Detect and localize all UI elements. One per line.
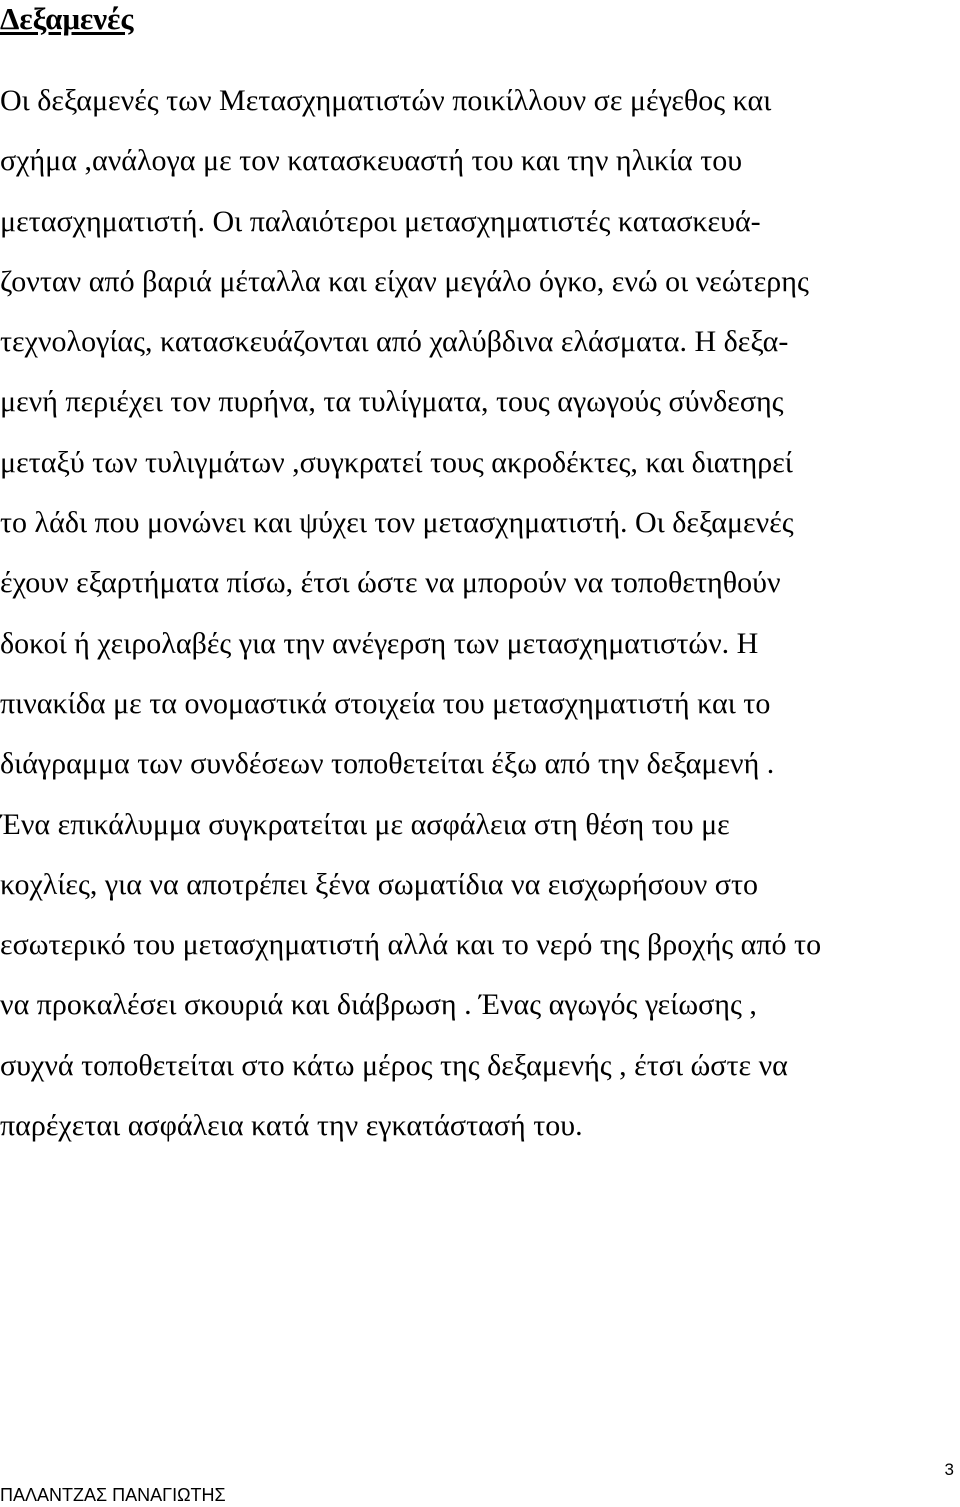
- footer-author: ΠΑΛΑΝΤΖΑΣ ΠΑΝΑΓΙΩΤΗΣ: [0, 1485, 226, 1505]
- text-line: ζονταν από βαριά μέταλλα και είχαν μεγάλο όγκο, ενώ οι νεώτερης: [0, 264, 809, 298]
- text-line: Οι δεξαμενές των Μετασχηματιστών ποικίλλουν σε μέγεθος και: [0, 84, 772, 117]
- text-line: Ένα επικάλυμμα συγκρατείται με ασφάλεια στη θέση του με: [0, 807, 730, 841]
- text-line: τεχνολογίας, κατασκευάζονται από χαλύβδινα ελάσματα. Η δεξα-: [0, 325, 789, 359]
- text-line: δοκοί ή χειρολαβές για την ανέγερση των μετασχηματιστών. Η: [0, 626, 759, 660]
- text-line: έχουν εξαρτήματα πίσω, έτσι ώστε να μπορούν να τοποθετηθούν: [0, 566, 781, 600]
- text-line: συχνά τοποθετείται στο κάτω μέρος της δεξαμενής , έτσι ώστε να: [0, 1048, 788, 1082]
- text-line: το λάδι που μονώνει και ψύχει τον μετασχηματιστή. Οι δεξαμενές: [0, 506, 794, 540]
- text-line: μετασχηματιστή. Οι παλαιότεροι μετασχηματιστές κατασκευά-: [0, 204, 761, 238]
- text-line: μεταξύ των τυλιγμάτων ,συγκρατεί τους ακροδέκτες, και διατηρεί: [0, 445, 793, 479]
- text-line: μενή περιέχει τον πυρήνα, τα τυλίγματα, τους αγωγούς σύνδεσης: [0, 385, 784, 419]
- page-number: 3: [944, 1460, 954, 1479]
- section-heading: Δεξαμενές: [0, 1, 134, 36]
- text-line: εσωτερικό του μετασχηματιστή αλλά και το νερό της βροχής από το: [0, 928, 822, 962]
- text-line: σχήμα ,ανάλογα με τον κατασκευαστή του και την ηλικία του: [0, 144, 743, 178]
- text-line: διάγραμμα των συνδέσεων τοποθετείται έξω από την δεξαμενή .: [0, 747, 775, 781]
- text-line: κοχλίες, για να αποτρέπει ξένα σωματίδια να εισχωρήσουν στο: [0, 867, 759, 901]
- text-line: παρέχεται ασφάλεια κατά την εγκατάστασή του.: [0, 1109, 583, 1143]
- body-paragraph: [0, 71, 960, 1156]
- text-line: πινακίδα με τα ονομαστικά στοιχεία του μετασχηματιστή και το: [0, 686, 771, 720]
- text-line: να προκαλέσει σκουριά και διάβρωση . Ένας αγωγός γείωσης ,: [0, 988, 757, 1022]
